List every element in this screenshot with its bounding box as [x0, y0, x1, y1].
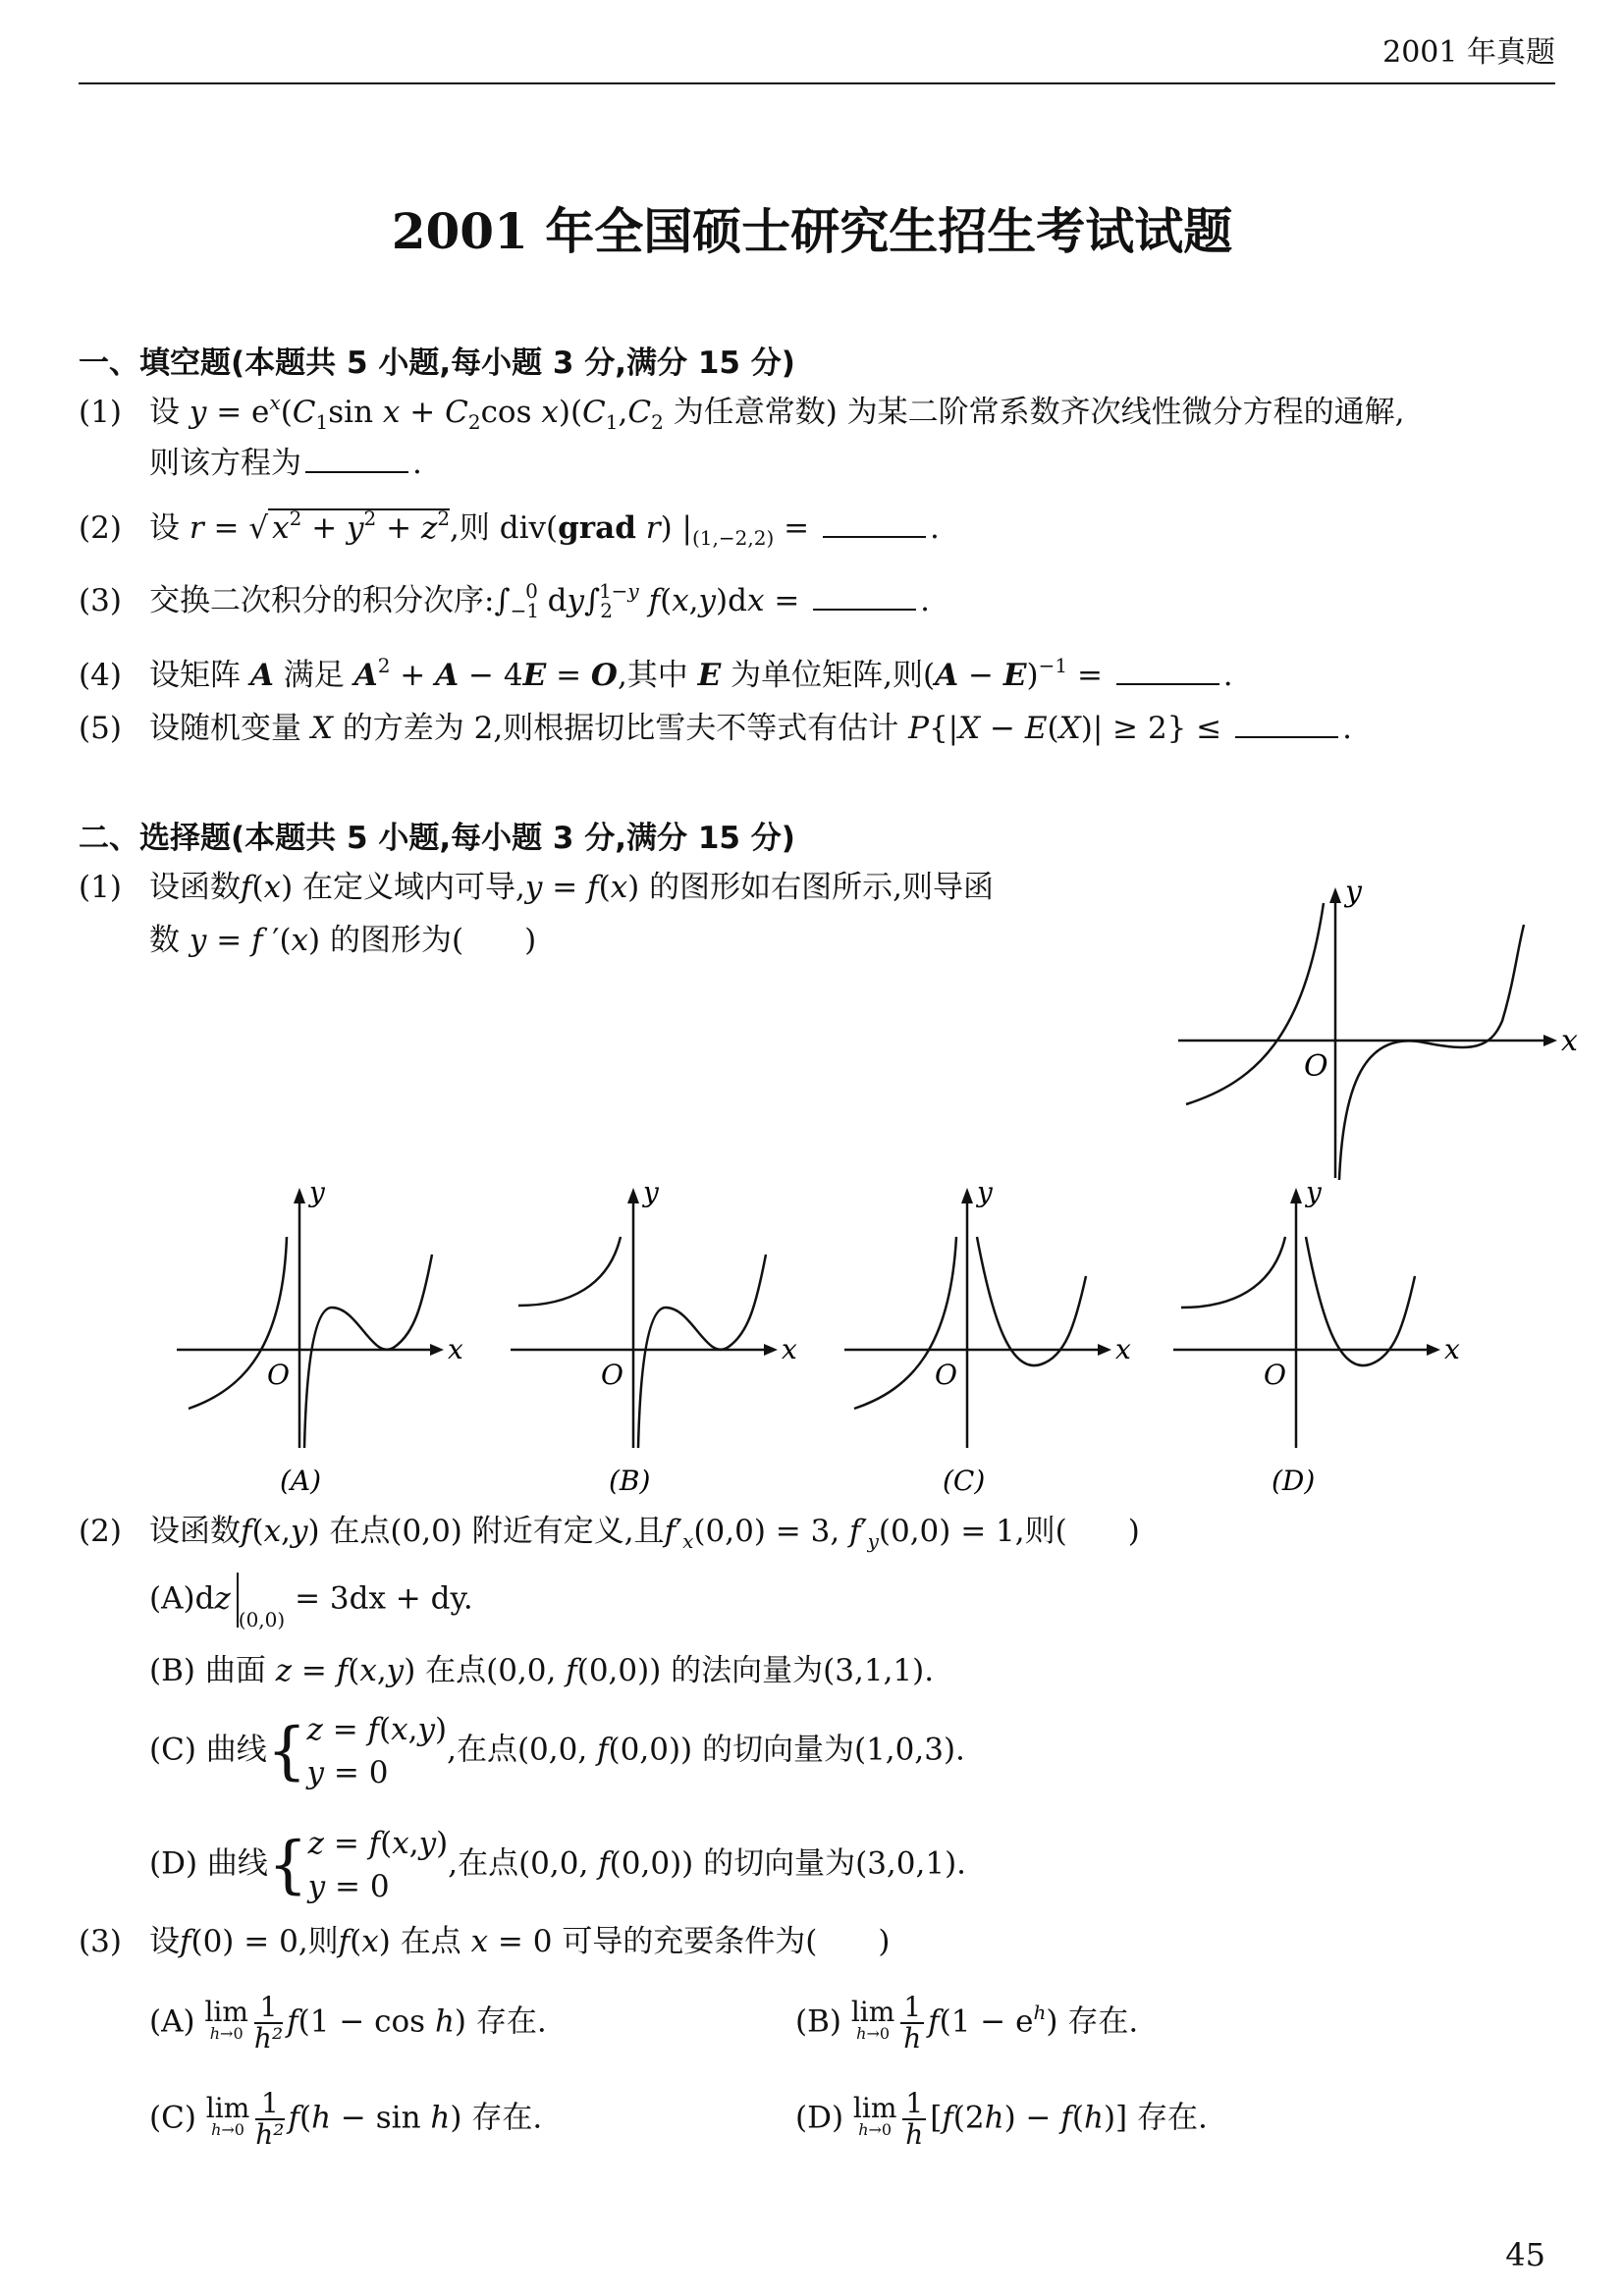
page-number: 45 [1505, 2236, 1545, 2273]
s1-q4-number: (4) [79, 658, 122, 693]
svg-text:y: y [977, 1176, 993, 1208]
s2-q3-option-a: (A) lim h→0 $\frac{1}{\text{h²}}$ f(1 − cos h) 存在. [149, 1991, 547, 2055]
svg-text:O: O [935, 1359, 957, 1391]
s2-q1-line1: 设函数f(x) 在定义域内可导,y = f(x) 的图形如右图所示,则导函 [149, 870, 994, 905]
svg-text:y: y [643, 1176, 659, 1208]
svg-text:x: x [448, 1333, 463, 1365]
x-axis-arrow-icon [430, 1344, 444, 1356]
answer-blank [1235, 732, 1338, 738]
answer-blank [305, 467, 408, 473]
s2-q2-option-d: (D) 曲线{z = f(x,y) y = 0,在点(0,0, f(0,0)) 的切向量为(3,0,1). [149, 1826, 967, 1904]
x-axis-label: x [1561, 1024, 1578, 1058]
page-title: 2001 年全国硕士研究生招生考试试题 [391, 202, 1233, 260]
s2-q1-line2: 数 y = f ′(x) 的图形为( ) [149, 923, 537, 958]
s2-q3-stem: 设f(0) = 0,则f(x) 在点 x = 0 可导的充要条件为( ) [149, 1924, 891, 1959]
s2-q2-option-b: (B) 曲面 z = f(x,y) 在点(0,0, f(0,0)) 的法向量为(3,1,1). [149, 1653, 935, 1688]
s1-q4-line: 设矩阵 A 满足 $A^2 + A - 4E = O$,其中 E 为单位矩阵,则$(A - E)^{-1}$ = . [149, 654, 1233, 693]
s2-q3-number: (3) [79, 1924, 122, 1959]
option-d-label: (D) [1272, 1465, 1316, 1497]
running-header: 2001 年真题 [1382, 35, 1555, 70]
curve-right-branch [1339, 925, 1524, 1180]
y-axis-arrow-icon [1290, 1188, 1302, 1203]
svg-text:O: O [601, 1359, 623, 1391]
x-axis-arrow-icon [1543, 1035, 1557, 1046]
curve-left-branch [1186, 903, 1324, 1104]
svg-text:x: x [782, 1333, 797, 1365]
s2-q2-option-c: (C) 曲线{z = f(x,y) y = 0,在点(0,0, f(0,0)) 的切向量为(1,0,3). [149, 1712, 965, 1790]
section1-heading: 一、填空题(本题共 5 小题,每小题 3 分,满分 15 分) [79, 346, 795, 381]
s1-q1-number: (1) [79, 395, 122, 430]
s1-q1-line2: 则该方程为 . [149, 446, 422, 481]
s1-q2-number: (2) [79, 510, 122, 546]
svg-text:O: O [1264, 1359, 1286, 1391]
x-axis-arrow-icon [1098, 1344, 1111, 1356]
graph-option-d [1173, 1178, 1468, 1502]
answer-blank [1116, 679, 1219, 685]
svg-text:y: y [309, 1176, 325, 1208]
graph-option-b [511, 1178, 805, 1502]
y-axis-arrow-icon [627, 1188, 639, 1203]
y-axis-arrow-icon [961, 1188, 973, 1203]
graph-option-c [844, 1178, 1139, 1502]
s1-q5-line: 设随机变量 X 的方差为 2,则根据切比雪夫不等式有估计 P{|X − E(X)| ≥ 2} ≤ . [149, 711, 1352, 746]
header-rule [79, 82, 1555, 84]
option-a-label: (A) [280, 1465, 322, 1497]
x-axis-arrow-icon [764, 1344, 778, 1356]
graph-option-a [177, 1178, 471, 1502]
s1-q2-line: 设 r = √ $x^2 + y^2 + z^2$,则 div(grad r) $|_{(1,-2,2)}$ = . [149, 507, 940, 550]
answer-blank [813, 605, 916, 611]
option-c-label: (C) [943, 1465, 986, 1497]
s2-q3-option-d: (D) lim h→0 $\frac{1}{h}$ [f(2h) − f(h)] 存在. [795, 2087, 1208, 2151]
y-axis-label: y [1345, 875, 1362, 909]
graph-f [1178, 874, 1578, 1188]
y-axis-arrow-icon [1329, 887, 1341, 903]
s2-q2-number: (2) [79, 1514, 122, 1549]
s1-q5-number: (5) [79, 711, 122, 746]
s1-q3-number: (3) [79, 583, 122, 618]
svg-text:x: x [1115, 1333, 1131, 1365]
svg-text:x: x [1444, 1333, 1460, 1365]
svg-text:y: y [1306, 1176, 1322, 1208]
option-b-label: (B) [609, 1465, 651, 1497]
s2-q2-option-a: $(A)dz_{(0,0)} = 3dx$ + dy. [149, 1573, 473, 1628]
section2-heading: 二、选择题(本题共 5 小题,每小题 3 分,满分 15 分) [79, 821, 795, 856]
s1-q1-line1: 设 $y = e^x(C_1\sin$ $x + C_2\cos$ $x)(C_1,C_2$ 为任意常数) 为某二阶常系数齐次线性微分方程的通解, [149, 391, 1405, 434]
origin-label: O [1304, 1049, 1328, 1084]
y-axis-arrow-icon [294, 1188, 305, 1203]
s2-q1-number: (1) [79, 870, 122, 905]
s2-q3-option-c: (C) lim h→0 $\frac{1}{\text{h²}}$ f(h − sin h) 存在. [149, 2087, 543, 2151]
answer-blank [823, 532, 926, 538]
s2-q3-option-b: (B) lim h→0 $\frac{1}{h}$ $f(1 - e^h)$ 存在. [795, 1991, 1139, 2055]
s2-q2-stem: 设函数f(x,y) 在点(0,0) 附近有定义,且$f'_x(0,0) = 3$, $f'_y(0,0) = 1$,则( ) [149, 1514, 1140, 1553]
x-axis-arrow-icon [1427, 1344, 1440, 1356]
svg-text:O: O [267, 1359, 290, 1391]
s1-q3-line: 交换二次积分的积分次序$:\int_{-1}^0$ $dy\int_2^{1-y}$ f(x,y)dx = . [149, 579, 931, 622]
